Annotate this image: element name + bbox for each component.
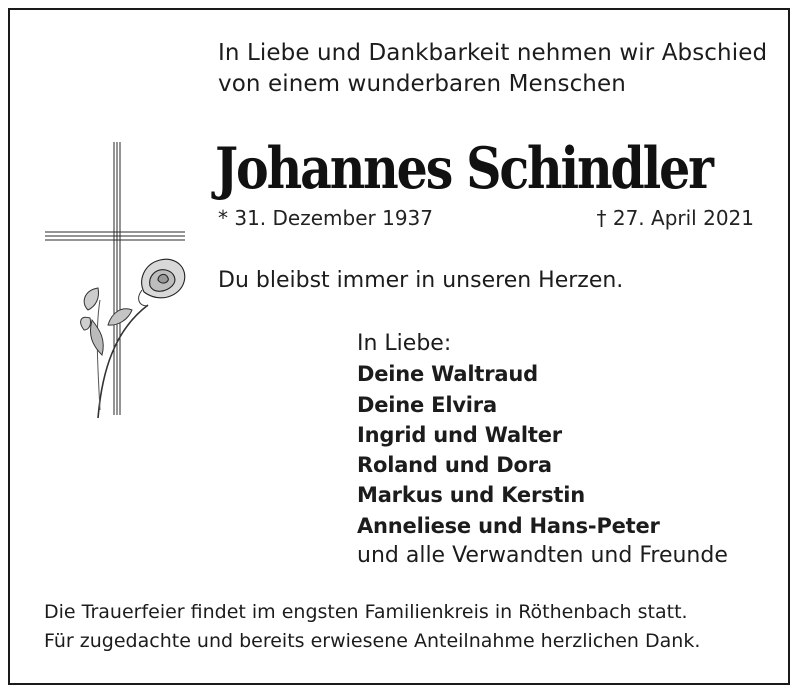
motto: Du bleibst immer in unseren Herzen. [218,268,624,293]
deceased-name: Johannes Schindler [215,135,712,202]
mourners-list [357,329,728,571]
mourners-closing: und alle Verwandten und Freunde [357,543,728,569]
mourner-name: Roland und Dora [357,453,552,478]
mourner-name: Deine Waltraud [357,362,538,387]
death-date: † 27. April 2021 [596,206,754,230]
mourner-name: Markus und Kerstin [357,483,585,508]
intro-line-1: In Liebe und Dankbarkeit nehmen wir Abschied [218,40,768,66]
mourner-name: Anneliese und Hans-Peter [357,513,660,538]
cross-with-rose-icon [40,140,200,430]
footer-line-2: Für zugedachte und bereits erwiesene Anteilnahme herzlichen Dank. [44,630,701,652]
footer-line-1: Die Trauerfeier findet im engsten Familienkreis in Röthenbach statt. [44,601,688,623]
intro-text [218,38,778,100]
mourner-name: Ingrid und Walter [357,422,562,447]
intro-line-2: von einem wunderbaren Menschen [218,71,626,97]
birth-date: * 31. Dezember 1937 [218,206,433,230]
mourner-name: Deine Elvira [357,392,497,417]
footer-text [44,598,774,656]
mourners-intro: In Liebe: [357,331,452,356]
